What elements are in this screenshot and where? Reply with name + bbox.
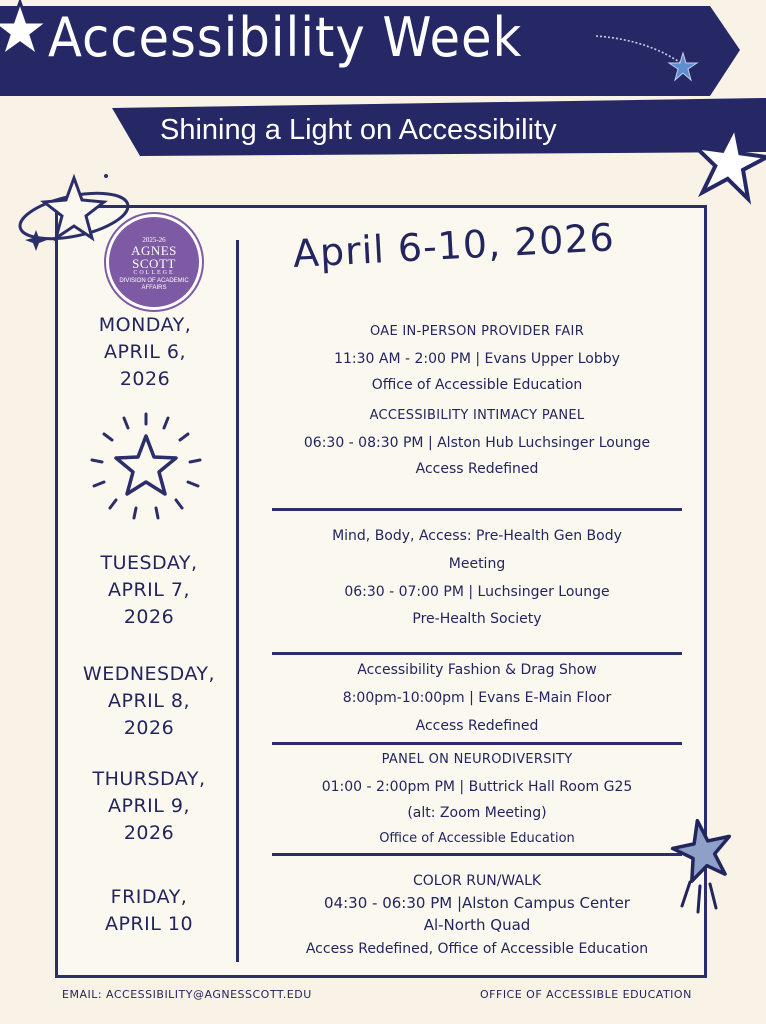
event-divider [272, 508, 682, 511]
star-icon [86, 410, 206, 525]
day-name: FRIDAY, [110, 886, 188, 908]
event-fashion-show [272, 656, 682, 740]
day-label-monday [60, 312, 230, 393]
day-label-tuesday [64, 550, 234, 631]
event-title-cont: Meeting [448, 556, 506, 572]
event-host: Access Redefined [415, 718, 539, 734]
day-label-wednesday [64, 661, 234, 742]
event-title: Mind, Body, Access: Pre-Health Gen Body [332, 528, 622, 544]
event-time-location: 01:00 - 2:00pm PM | Buttrick Hall Room G25 [321, 779, 633, 795]
day-year: 2026 [123, 717, 175, 739]
day-year: 2026 [119, 368, 171, 390]
day-date: APRIL 9, [107, 795, 190, 817]
day-name: WEDNESDAY, [82, 663, 216, 685]
seal-year: 2025-26 [142, 236, 166, 244]
event-title: Accessibility Fashion & Drag Show [357, 662, 597, 678]
event-time-location: 06:30 - 08:30 PM | Alston Hub Luchsinger Lounge [303, 435, 651, 451]
event-title: OAE IN-PERSON PROVIDER FAIR [369, 324, 585, 339]
event-neurodiversity-panel [272, 746, 682, 852]
day-date: APRIL 8, [107, 690, 190, 712]
sparkle-star-icon [666, 50, 700, 84]
event-host: Office of Accessible Education [379, 831, 575, 846]
page-title: Accessibility Week [48, 6, 523, 69]
day-name: THURSDAY, [92, 768, 206, 790]
day-year: 2026 [123, 822, 175, 844]
event-host: Office of Accessible Education [371, 377, 583, 393]
day-name: MONDAY, [98, 314, 192, 336]
college-seal [106, 214, 202, 310]
footer-office: OFFICE OF ACCESSIBLE EDUCATION [480, 988, 692, 1001]
event-host: Access Redefined, Office of Accessible Education [305, 941, 649, 957]
event-divider [272, 652, 682, 655]
event-time-location: 8:00pm-10:00pm | Evans E-Main Floor [342, 690, 612, 706]
event-pre-health [272, 522, 682, 632]
event-divider [272, 742, 682, 745]
day-date: APRIL 6, [103, 341, 186, 363]
day-label-friday [64, 884, 234, 938]
event-date-range: April 6-10, 2026 [291, 215, 616, 276]
event-note: (alt: Zoom Meeting) [407, 805, 547, 821]
day-date: APRIL 7, [107, 579, 190, 601]
footer-email: EMAIL: ACCESSIBILITY@AGNESSCOTT.EDU [62, 988, 312, 1001]
event-divider [272, 853, 682, 856]
day-date: APRIL 10 [104, 913, 194, 935]
event-title: COLOR RUN/WALK [412, 873, 542, 889]
event-intimacy-panel [272, 402, 682, 482]
event-time-location: 06:30 - 07:00 PM | Luchsinger Lounge [344, 584, 610, 600]
page-subtitle: Shining a Light on Accessibility [160, 114, 557, 146]
event-time-location: 11:30 AM - 2:00 PM | Evans Upper Lobby [334, 351, 620, 367]
seal-name: AGNES SCOTT [131, 243, 177, 271]
day-name: TUESDAY, [100, 552, 198, 574]
event-location-cont: Al-North Quad [423, 916, 531, 934]
event-time-location: 04:30 - 06:30 PM |Alston Campus Center [324, 894, 630, 912]
event-title: ACCESSIBILITY INTIMACY PANEL [369, 408, 585, 423]
seal-college: COLLEGE [133, 270, 175, 276]
event-host: Pre-Health Society [412, 611, 542, 627]
vertical-divider [236, 240, 239, 962]
event-title: PANEL ON NEURODIVERSITY [381, 752, 573, 767]
day-label-thursday [64, 766, 234, 847]
event-color-run [272, 870, 682, 962]
day-year: 2026 [123, 606, 175, 628]
event-host: Access Redefined [415, 461, 539, 477]
event-provider-fair [272, 318, 682, 398]
seal-division: DIVISION OF ACADEMIC AFFAIRS [119, 278, 189, 291]
shooting-star-icon [660, 812, 740, 922]
